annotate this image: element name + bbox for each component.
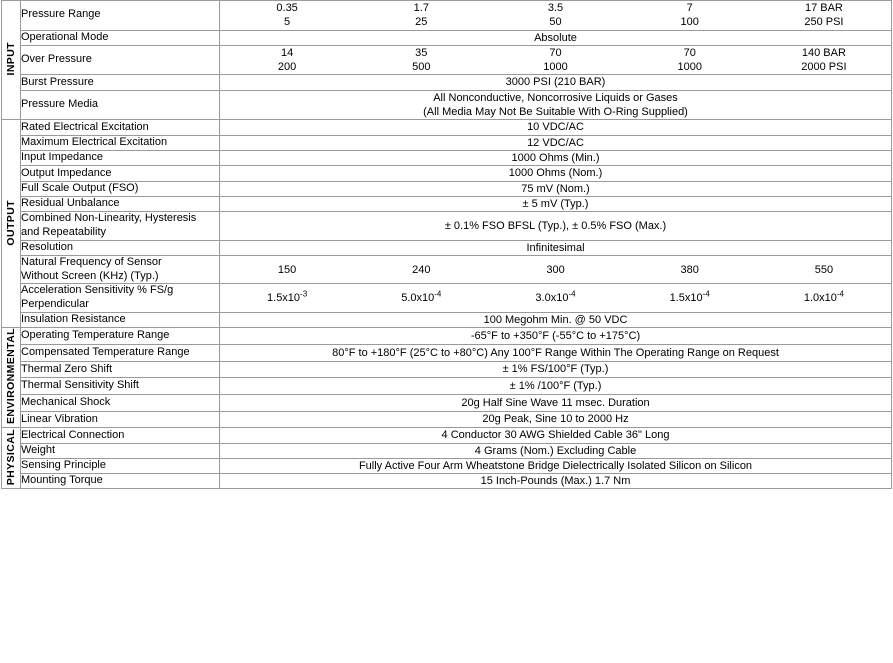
row-label: Weight [21,443,220,458]
table-row [2,474,892,489]
row-label: Compensated Temperature Range [21,344,220,361]
value-column-5: 140 BAR [801,46,846,59]
table-row [2,411,892,428]
value-column-4: 7 [686,2,693,14]
table-row [2,135,892,150]
row-value: All Nonconductive, Noncorrosive Liquids or Gases (All Media May Not Be Suitable With O-Ring Supplied) [220,90,892,120]
row-label: Linear Vibration [21,411,220,428]
table-row [2,428,892,443]
value-column-2: 240 [412,263,431,276]
value-column-3: 300 [546,263,565,276]
table-row [2,458,892,473]
group-label: INPUT [4,41,17,76]
row-value: 12 VDC/AC [220,135,892,150]
table-row [2,312,892,327]
value-column-4: 1000 [677,61,702,74]
value-column-2: 25 [415,16,428,29]
table-row [2,120,892,135]
table-row [2,394,892,411]
value-column-5: 250 PSI [804,16,844,29]
table-row [2,90,892,120]
row-value: ± 1% /100°F (Typ.) [220,378,892,395]
value-column-3: 1000 [543,61,568,74]
table-row [2,443,892,458]
row-label: Mechanical Shock [21,394,220,411]
value-column-2: 500 [412,61,431,74]
row-label: Over Pressure [21,45,220,75]
table-row [2,75,892,90]
table-row [2,1,892,31]
row-value: 4 Conductor 30 AWG Shielded Cable 36" Long [220,428,892,443]
row-value: 1000 Ohms (Min.) [220,150,892,165]
table-row [2,45,892,75]
group-label: ENVIRONMENTAL [4,328,17,425]
row-label: Insulation Resistance [21,312,220,327]
value-column-5: $1.0x10^{-4}$ [803,289,844,305]
value-column-1: 14 [280,46,294,59]
row-label: Maximum Electrical Excitation [21,135,220,150]
row-label: Full Scale Output (FSO) [21,181,220,196]
table-row [2,166,892,181]
value-column-4: 380 [680,263,699,276]
row-value: ± 5 mV (Typ.) [220,196,892,211]
value-column-4: 100 [680,16,699,29]
row-label: Residual Unbalance [21,196,220,211]
table-row [2,181,892,196]
value-column-2: 1.7 [413,2,429,14]
value-column-5: 2000 PSI [801,61,847,74]
table-row [2,378,892,395]
table-row [2,255,892,284]
row-value: ± 0.1% FSO BFSL (Typ.), ± 0.5% FSO (Max.) [220,212,892,241]
row-value: Infinitesimal [220,240,892,255]
table-row [2,284,892,313]
group-cell-physical [2,428,21,489]
value-column-3: $3.0x10^{-4}$ [535,289,576,305]
table-row [2,240,892,255]
value-column-3: 50 [549,16,562,29]
row-value: 80°F to +180°F (25°C to +80°C) Any 100°F Range Within The Operating Range on Request [220,344,892,361]
value-column-1: $1.5x10^{-3}$ [267,289,308,305]
value-column-4: 70 [683,46,696,59]
value-column-1: 150 [277,263,297,276]
row-label: Burst Pressure [21,75,220,90]
table-row [2,344,892,361]
group-cell-environmental [2,328,21,428]
value-column-1: 5 [284,16,291,29]
value-column-5: 17 BAR [804,2,843,14]
row-label: Pressure Range [21,1,220,31]
row-label: Output Impedance [21,166,220,181]
row-value [220,1,892,31]
row-label: Input Impedance [21,150,220,165]
row-value: 20g Peak, Sine 10 to 2000 Hz [220,411,892,428]
row-value: -65°F to +350°F (-55°C to +175°C) [220,328,892,345]
row-label: Resolution [21,240,220,255]
row-label: Sensing Principle [21,458,220,473]
row-value: Fully Active Four Arm Wheatstone Bridge Dielectrically Isolated Silicon on Silicon [220,458,892,473]
value-column-1: 0.35 [276,2,298,14]
row-label: Operational Mode [21,30,220,45]
row-label: Operating Temperature Range [21,328,220,345]
row-value [220,284,892,313]
row-value: 4 Grams (Nom.) Excluding Cable [220,443,892,458]
row-label: Mounting Torque [21,474,220,489]
value-column-2: $5.0x10^{-4}$ [401,289,442,305]
table-row [2,30,892,45]
group-label: OUTPUT [4,199,17,246]
row-value [220,45,892,75]
specification-table [1,0,892,489]
row-label: Electrical Connection [21,428,220,443]
row-value: Absolute [220,30,892,45]
group-cell-output [2,120,21,328]
row-label: Rated Electrical Excitation [21,120,220,135]
row-value: 20g Half Sine Wave 11 msec. Duration [220,394,892,411]
table-row [2,361,892,378]
row-value: 100 Megohm Min. @ 50 VDC [220,312,892,327]
table-row [2,150,892,165]
group-label: PHYSICAL [4,428,17,485]
value-column-4: $1.5x10^{-4}$ [669,289,710,305]
row-value: ± 1% FS/100°F (Typ.) [220,361,892,378]
group-cell-input [2,1,21,120]
row-value: 75 mV (Nom.) [220,181,892,196]
row-value: 3000 PSI (210 BAR) [220,75,892,90]
row-label: Acceleration Sensitivity % FS/g Perpendicular [21,284,220,313]
row-value [220,255,892,284]
table-row [2,328,892,345]
value-column-3: 3.5 [547,2,564,14]
table-row [2,212,892,241]
row-value: 10 VDC/AC [220,120,892,135]
row-label: Thermal Zero Shift [21,361,220,378]
row-label: Combined Non-Linearity, Hysteresis and Repeatability [21,212,220,241]
value-column-5: 550 [814,263,834,276]
row-label: Pressure Media [21,90,220,120]
table-row [2,196,892,211]
row-label: Natural Frequency of Sensor Without Screen (KHz) (Typ.) [21,255,220,284]
row-value: 1000 Ohms (Nom.) [220,166,892,181]
value-column-3: 70 [549,46,562,59]
value-column-2: 35 [415,46,428,59]
row-label: Thermal Sensitivity Shift [21,378,220,395]
row-value: 15 Inch-Pounds (Max.) 1.7 Nm [220,474,892,489]
value-column-1: 200 [277,61,297,74]
